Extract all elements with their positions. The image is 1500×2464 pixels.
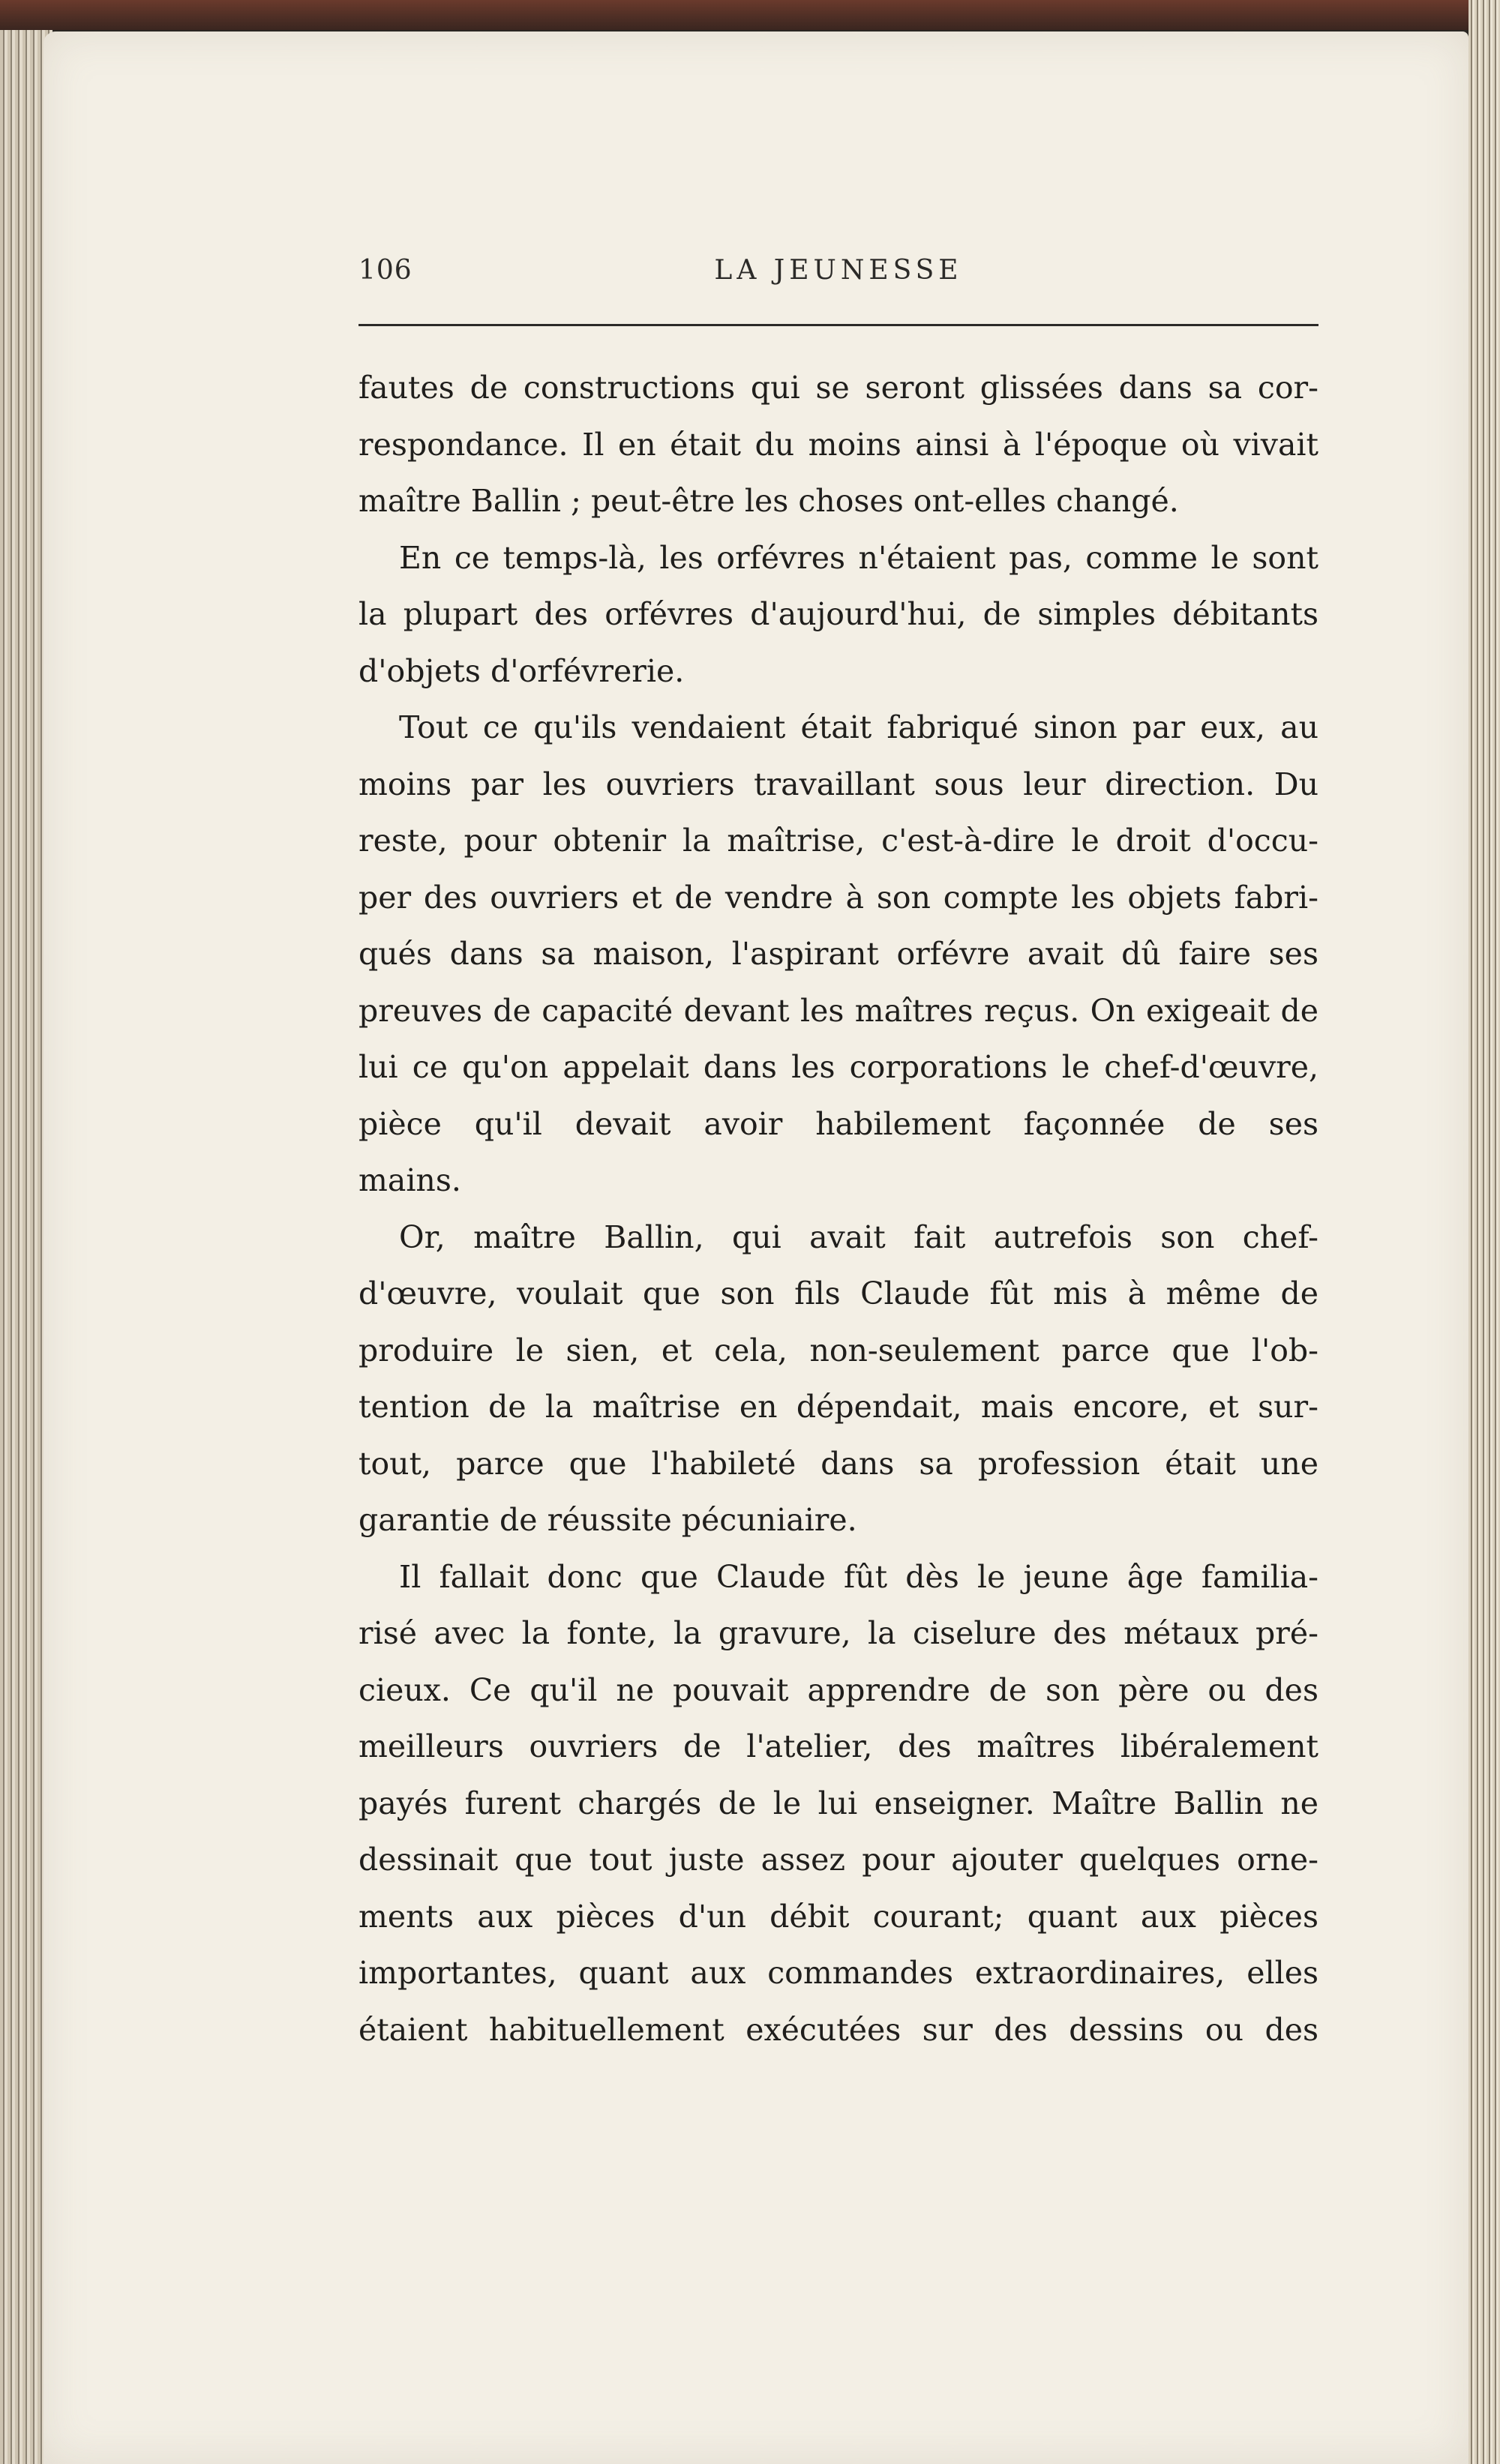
text-line: qués dans sa maison, l'aspirant orfévre avait dû faire ses — [358, 936, 1318, 972]
text-line: Or, maître Ballin, qui avait fait autrefois son chef- — [399, 1219, 1318, 1255]
running-title: LA JEUNESSE — [714, 255, 963, 286]
text-line: produire le sien, et cela, non-seulement parce que l'ob- — [358, 1332, 1318, 1368]
header-rule — [358, 324, 1318, 326]
page-stack-right-edge — [1468, 0, 1500, 2464]
text-line: dessinait que tout juste assez pour ajouter quelques orne- — [358, 1842, 1318, 1878]
text-line: Il fallait donc que Claude fût dès le jeune âge familia- — [399, 1558, 1318, 1595]
text-line: tout, parce que l'habileté dans sa profession était une — [358, 1445, 1318, 1482]
text-line: moins par les ouvriers travaillant sous leur direction. Du — [358, 766, 1318, 802]
text-line: pièce qu'il devait avoir habilement façonnée de ses — [358, 1105, 1318, 1142]
text-line: meilleurs ouvriers de l'atelier, des maîtres libéralement — [358, 1728, 1318, 1764]
text-line: cieux. Ce qu'il ne pouvait apprendre de son père ou des — [358, 1671, 1318, 1708]
text-line: per des ouvriers et de vendre à son compte les objets fabri- — [358, 879, 1318, 916]
text-line: reste, pour obtenir la maîtrise, c'est-à-dire le droit d'occu- — [358, 823, 1318, 859]
page-number: 106 — [358, 255, 412, 286]
text-line: garantie de réussite pécuniaire. — [358, 1502, 857, 1538]
text-line: Tout ce qu'ils vendaient était fabriqué sinon par eux, au — [399, 709, 1318, 745]
book-cover-top-edge — [0, 0, 1500, 30]
text-line: payés furent chargés de le lui enseigner. Maître Ballin ne — [358, 1785, 1318, 1821]
text-line: étaient habituellement exécutées sur des dessins ou des — [358, 2011, 1318, 2048]
text-line: preuves de capacité devant les maîtres reçus. On exigeait de — [358, 992, 1318, 1029]
text-line: risé avec la fonte, la gravure, la ciselure des métaux pré- — [358, 1615, 1318, 1651]
text-line: maître Ballin ; peut-être les choses ont-elles changé. — [358, 483, 1179, 519]
text-line: importantes, quant aux commandes extraordinaires, elles — [358, 1955, 1318, 1991]
text-line: d'objets d'orfévrerie. — [358, 652, 685, 689]
text-line: En ce temps-là, les orfévres n'étaient pas, comme le sont — [399, 539, 1318, 576]
body-text — [358, 360, 1318, 2058]
running-head — [358, 255, 1318, 292]
text-line: la plupart des orfévres d'aujourd'hui, de simples débitants — [358, 596, 1318, 632]
text-line: ments aux pièces d'un débit courant; quant aux pièces — [358, 1898, 1318, 1935]
text-line: tention de la maîtrise en dépendait, mais encore, et sur- — [358, 1389, 1318, 1425]
text-line: fautes de constructions qui se seront glissées dans sa cor- — [358, 370, 1318, 406]
text-line: respondance. Il en était du moins ainsi à l'époque où vivait — [358, 426, 1318, 463]
text-line: mains. — [358, 1162, 461, 1198]
text-line: lui ce qu'on appelait dans les corporations le chef-d'œuvre, — [358, 1049, 1318, 1085]
text-line: d'œuvre, voulait que son fils Claude fût mis à même de — [358, 1275, 1318, 1311]
